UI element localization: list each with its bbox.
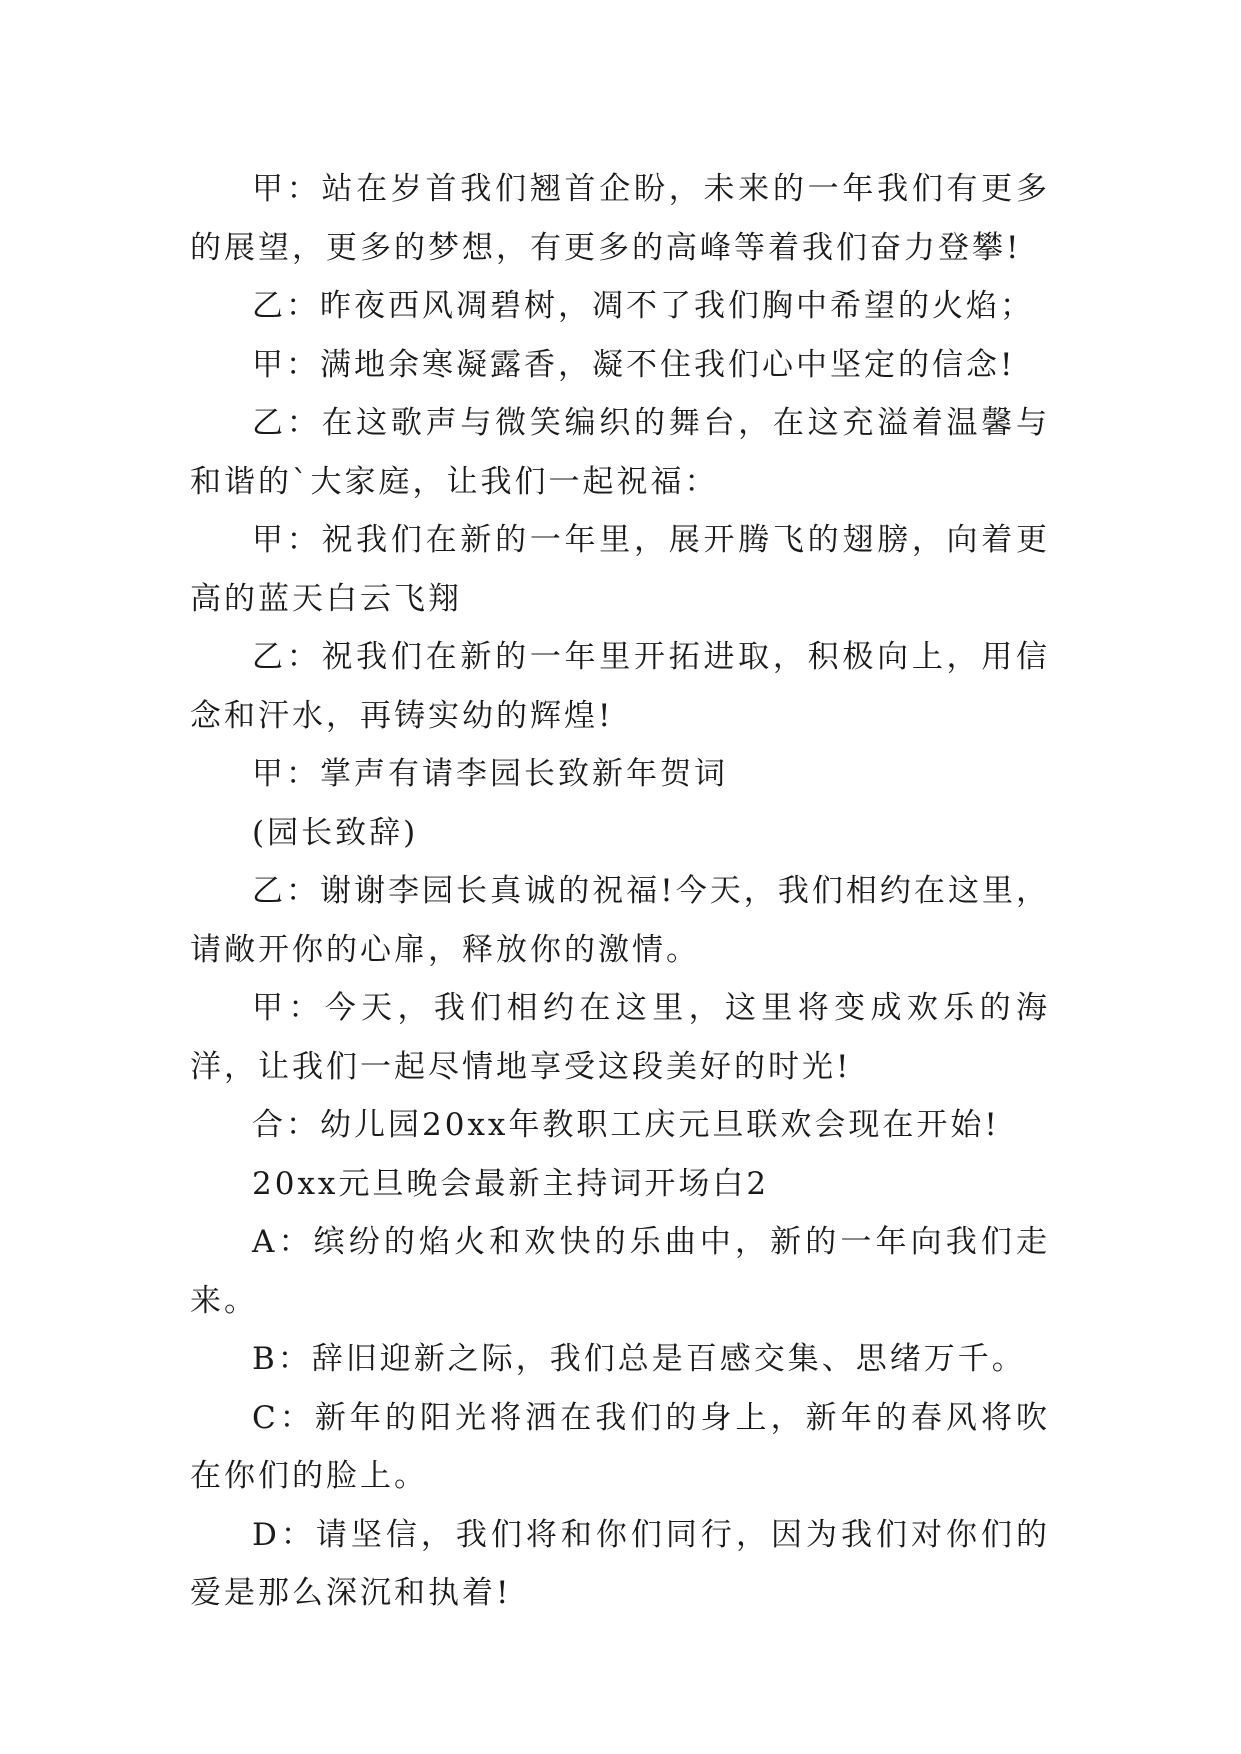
- paragraph-1: 甲：站在岁首我们翘首企盼，未来的一年我们有更多的展望，更多的梦想，有更多的高峰等着我们奋力登攀!: [190, 171, 1050, 266]
- paragraph-7: 甲：掌声有请李园长致新年贺词: [252, 756, 728, 792]
- paragraph-5: 甲：祝我们在新的一年里，展开腾飞的翅膀，向着更高的蓝天白云飞翔: [190, 522, 1050, 617]
- paragraph-4: 乙：在这歌声与微笑编织的舞台，在这充溢着温馨与和谐的`大家庭，让我们一起祝福：: [190, 405, 1050, 500]
- document-body: [190, 160, 1050, 1623]
- paragraph-14: B：辞旧迎新之际，我们总是百感交集、思绪万千。: [252, 1341, 1026, 1377]
- paragraph-2: 乙：昨夜西风凋碧树，凋不了我们胸中希望的火焰；: [252, 288, 1034, 324]
- section-heading: 20xx元旦晚会最新主持词开场白2: [252, 1165, 770, 1202]
- paragraph-11: 合：幼儿园20xx年教职工庆元旦联欢会现在开始!: [252, 1107, 1000, 1143]
- paragraph-6: 乙：祝我们在新的一年里开拓进取，积极向上，用信念和汗水，再铸实幼的辉煌!: [190, 639, 1050, 734]
- paragraph-3: 甲：满地余寒凝露香，凝不住我们心中坚定的信念!: [252, 346, 1016, 383]
- paragraph-10: 甲：今天，我们相约在这里，这里将变成欢乐的海洋，让我们一起尽情地享受这段美好的时光!: [190, 990, 1050, 1085]
- paragraph-15: C：新年的阳光将洒在我们的身上，新年的春风将吹在你们的脸上。: [190, 1399, 1050, 1494]
- paragraph-8: (园长致辞): [252, 814, 419, 851]
- paragraph-16: D：请坚信，我们将和你们同行，因为我们对你们的爱是那么深沉和执着!: [190, 1516, 1050, 1611]
- paragraph-13: A：缤纷的焰火和欢快的乐曲中，新的一年向我们走来。: [190, 1224, 1050, 1319]
- paragraph-9: 乙：谢谢李园长真诚的祝福!今天，我们相约在这里，请敞开你的心扉，释放你的激情。: [190, 873, 1050, 968]
